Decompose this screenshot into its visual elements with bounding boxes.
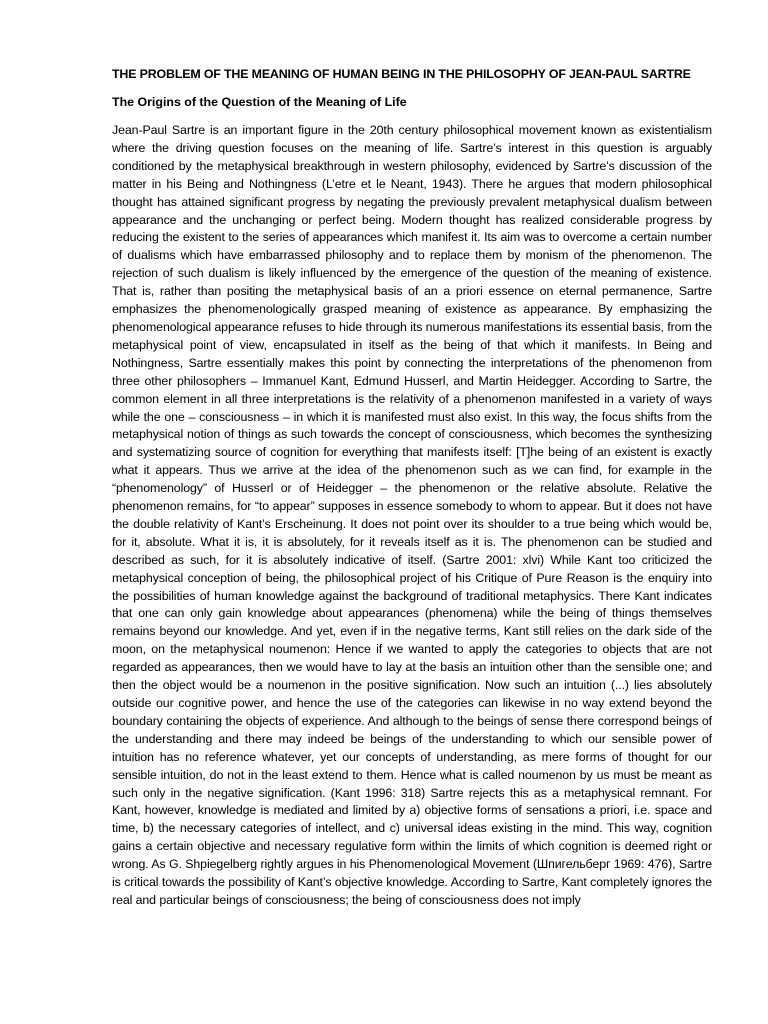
document-title: THE PROBLEM OF THE MEANING OF HUMAN BEING IN THE PHILOSOPHY OF JEAN-PAUL SARTRE [112, 67, 691, 81]
document-page [112, 66, 712, 910]
body-paragraph: Jean-Paul Sartre is an important figure in the 20th century philosophical movement known as existentialism where the driving question focuses on the meaning of life. Sartre’s interest in this question is arguably conditioned by the metaphysical breakthrough in western philosophy, evidenced by Sartre’s discussion of the matter in his Being and Nothingness (L’etre et le Neant, 1943). There he argues that modern philosophical thought has attained significant progress by negating the previously prevalent metaphysical dualism between appearance and the unchanging or perfect being. Modern thought has realized considerable progress by reducing the existent to the series of appearances which manifest it. Its aim was to overcome a certain number of dualisms which have embarrassed philosophy and to replace them by monism of the phenomenon. The rejection of such dualism is likely influenced by the emergence of the question of the meaning of existence. That is, rather than positing the metaphysical basis of an a priori essence on eternal permanence, Sartre emphasizes the phenomenologically grasped meaning of existence as appearance. By emphasizing the phenomenological appearance refuses to hide through its numerous manifestations its essential basis, from the metaphysical point of view, encapsulated in itself as the being of that which it manifests. In Being and Nothingness, Sartre essentially makes this point by connecting the interpretations of the phenomenon from three other philosophers – Immanuel Kant, Edmund Husserl, and Martin Heidegger. According to Sartre, the common element in all three interpretations is the relativity of a phenomenon manifested in a variety of ways while the one – consciousness – in which it is manifested must also exist. In this way, the focus shifts from the metaphysical notion of things as such towards the concept of consciousness, which becomes the synthesizing and systematizing source of cognition for everything that manifests itself: [T]he being of an existent is exactly what it appears. Thus we arrive at the idea of the phenomenon such as we can find, for example in the “phenomenology” of Husserl or of Heidegger – the phenomenon or the relative absolute. Relative the phenomenon remains, for “to appear” supposes in essence somebody to whom to appear. But it does not have the double relativity of Kant’s Erscheinung. It does not point over its shoulder to a true being which would be, for it, absolute. What it is, it is absolutely, for it reveals itself as it is. The phenomenon can be studied and described as such, for it is absolutely indicative of itself. (Sartre 2001: xlvi) While Kant too criticized the metaphysical conception of being, the philosophical project of his Critique of Pure Reason is the enquiry into the possibilities of human knowledge against the background of traditional metaphysics. There Kant indicates that one can only gain knowledge about appearances (phenomena) while the being of things themselves remains beyond our knowledge. And yet, even if in the negative terms, Kant still relies on the dark side of the moon, on the metaphysical noumenon: Hence if we wanted to apply the categories to objects that are not regarded as appearances, then we would have to lay at the basis an intuition other than the sensible one; and then the object would be a noumenon in the positive signification. Now such an intuition (...) lies absolutely outside our cognitive power, and hence the use of the categories can likewise in no way extend beyond the boundary containing the objects of experience. And although to the beings of sense there correspond beings of the understanding and there may indeed be beings of the understanding to which our sensible power of intuition has no reference whatever, yet our concepts of understanding, as mere forms of thought for our sensible intuition, do not in the least extend to them. Hence what is called noumenon by us must be meant as such only in the negative signification. (Kant 1996: 318) Sartre rejects this as a metaphysical remnant. For Kant, however, knowledge is mediated and limited by a) objective forms of sensations a priori, i.e. space and time, b) the necessary categories of intellect, and c) universal ideas existing in the mind. This way, cognition gains a certain objective and necessary regulative form within the limits of which cognition is deemed right or wrong. As G. Shpiegelberg rightly argues in his Phenomenological Movement (Шпигельберг 1969: 476), Sartre is critical towards the possibility of Kant’s objective knowledge. According to Sartre, Kant completely ignores the real and particular beings of consciousness; the being of consciousness does not imply [112, 123, 712, 907]
section-heading: The Origins of the Question of the Meaning of Life [112, 95, 407, 109]
